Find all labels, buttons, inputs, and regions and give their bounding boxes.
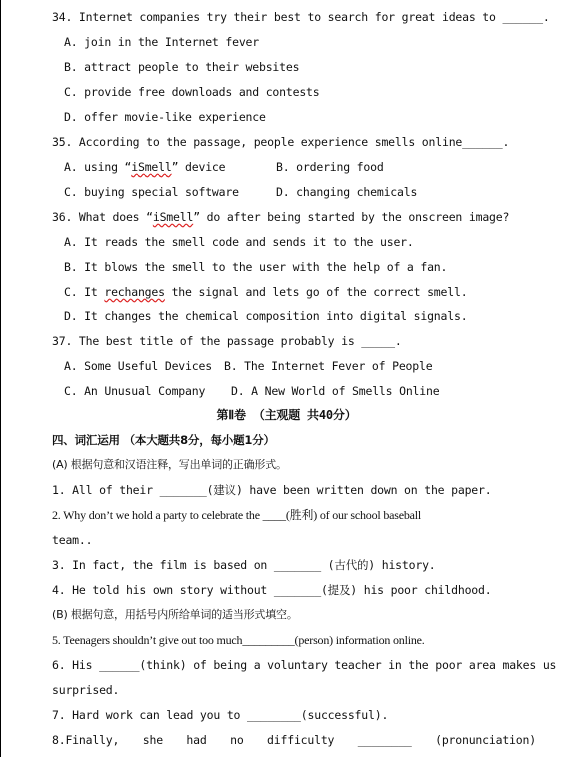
question-34-option-b: B. attract people to their websites — [64, 60, 300, 74]
vocab-item-8-word: 8.Finally, — [52, 733, 120, 747]
sub-section-a-instruction: (A) 根据句意和汉语注释，写出单词的正确形式。 — [52, 458, 287, 471]
vocab-item-8-word: she — [142, 733, 163, 747]
question-37-option-d: D. A New World of Smells Online — [231, 384, 440, 398]
part-4-heading: 四、词汇运用 （本大题共8分，每小题1分） — [52, 433, 275, 447]
question-36-option-c: C. It rechanges the signal and lets go of the correct smell. — [64, 285, 468, 299]
question-37-option-a: A. Some Useful Devices — [64, 359, 212, 373]
vocab-item-4: 4. He told his own story without _______(提及) his poor childhood. — [52, 583, 492, 597]
question-34-option-a: A. join in the Internet fever — [64, 35, 259, 49]
vocab-item-2-line-2: team.. — [52, 533, 93, 547]
vocab-item-8-word: had — [186, 733, 207, 747]
question-37-row-cd — [64, 380, 544, 402]
question-34-stem: 34. Internet companies try their best to search for great ideas to ______. — [52, 10, 550, 24]
question-37-option-c: C. An Unusual Company — [64, 384, 206, 398]
question-37-stem: 37. The best title of the passage probably is _____. — [52, 334, 402, 348]
sub-section-b-instruction: (B) 根据句意，用括号内所给单词的适当形式填空。 — [52, 608, 298, 621]
section-2-title: 第Ⅱ卷 （主观题 共40分） — [216, 408, 357, 422]
question-35-option-a: A. using “iSmell” device — [64, 160, 226, 174]
vocab-item-5: 5. Teenagers shouldn’t give out too much_________(person) information online. — [52, 633, 425, 647]
question-34-option-c: C. provide free downloads and contests — [64, 85, 320, 99]
vocab-item-2-line-1: 2. Why don’t we hold a party to celebrate the ____(胜利) of our school baseball — [52, 508, 422, 522]
question-37-row-ab — [64, 355, 544, 377]
question-34-option-d: D. offer movie-like experience — [64, 110, 266, 124]
vocab-item-8-blank: ________ — [357, 733, 412, 747]
question-36-option-a: A. It reads the smell code and sends it to the user. — [64, 235, 414, 249]
question-36-option-b: B. It blows the smell to the user with the help of a fan. — [64, 260, 448, 274]
vocab-item-8 — [52, 729, 536, 751]
page-left-border — [0, 0, 1, 757]
question-36-stem: 36. What does “iSmell” do after being started by the onscreen image? — [52, 210, 510, 224]
vocab-item-8-word: (pronunciation) — [435, 733, 536, 747]
vocab-item-3: 3. In fact, the film is based on _______ (古代的) history. — [52, 558, 436, 572]
vocab-item-6-line-1: 6. His ______(think) of being a voluntary teacher in the poor area makes us — [52, 658, 557, 672]
question-36-option-d: D. It changes the chemical composition into digital signals. — [64, 309, 468, 323]
question-35-option-b: B. ordering food — [276, 160, 384, 174]
vocab-item-6-line-2: surprised. — [52, 683, 120, 697]
question-35-option-c: C. buying special software — [64, 185, 239, 199]
question-35-row-cd — [64, 181, 544, 203]
question-35-stem: 35. According to the passage, people experience smells online______. — [52, 135, 510, 149]
question-35-option-d: D. changing chemicals — [276, 185, 418, 199]
vocab-item-8-word: difficulty — [267, 733, 335, 747]
question-37-option-b: B. The Internet Fever of People — [224, 359, 433, 373]
vocab-item-1: 1. All of their _______(建议) have been written down on the paper. — [52, 483, 492, 497]
question-35-row-ab — [64, 156, 544, 178]
vocab-item-7: 7. Hard work can lead you to ________(successful). — [52, 708, 389, 722]
vocab-item-8-word: no — [230, 733, 244, 747]
